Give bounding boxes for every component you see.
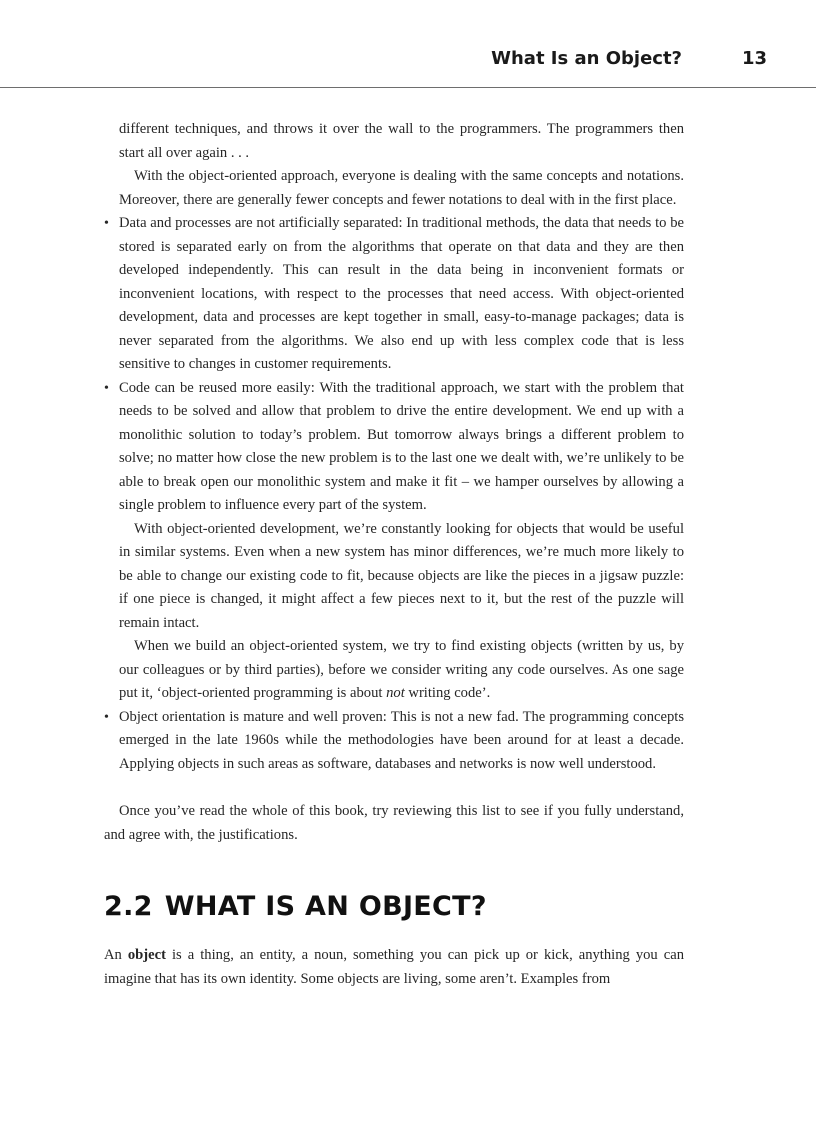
page-body <box>104 118 684 991</box>
paragraph-text: An <box>104 947 128 963</box>
closing-paragraph: Once you’ve read the whole of this book, try reviewing this list to see if you fully understand, and agree with, the justifications. <box>104 803 684 843</box>
bullet-icon: • <box>104 709 109 725</box>
body-paragraph: With the object-oriented approach, everyone is dealing with the same concepts and notations. Moreover, there are generally fewer concepts and fewer notations to deal with in the first place. <box>119 168 684 208</box>
list-item-paragraph <box>119 635 684 706</box>
page-number: 13 <box>741 48 767 69</box>
list-item <box>104 706 684 777</box>
list-item-text: Code can be reused more easily: With the traditional approach, we start with the problem that needs to be solved and allow that problem to drive the entire development. We end up with a monolithic solution to today’s problem. But tomorrow always brings a different problem to solve; no matter how close the new problem is to the last one we dealt with, we’re unlikely to be able to break open our monolithic system and make it fit – we hamper ourselves by allowing a single problem to influence every part of the system. <box>119 379 684 513</box>
section-heading <box>104 890 684 924</box>
bullet-icon: • <box>104 380 109 396</box>
list-item-paragraph: With object-oriented development, we’re constantly looking for objects that would be useful in similar systems. Even when a new system has minor differences, we’re much more likely to be able to change our existing code to fit, because objects are like the pieces in a jigsaw puzzle: if one piece is changed, it might affect a few pieces next to it, but the rest of the puzzle will remain intact. <box>119 520 684 631</box>
running-title: What Is an Object? <box>491 48 682 69</box>
paragraph-text: is a thing, an entity, a noun, something you can pick up or kick, anything you can imagine that has its own identity. Some objects are living, some aren’t. Examples from <box>104 947 684 987</box>
section-number: 2.2 <box>104 891 153 922</box>
continuation-paragraph: different techniques, and throws it over the wall to the programmers. The programmers then start all over again . . . <box>119 121 684 161</box>
section-intro-paragraph <box>104 944 684 991</box>
paragraph-text: When we build an object-oriented system, we try to find existing objects (written by us, by our colleagues or by third parties), before we consider writing any code ourselves. As one sage put it, ‘object-oriented programming is about <box>119 638 684 701</box>
list-item-text: Object orientation is mature and well proven: This is not a new fad. The programming concepts emerged in the late 1960s while the methodologies have been around for at least a decade. Applying objects in such areas as software, databases and networks is now well understood. <box>119 708 684 772</box>
list-item-text: Data and processes are not artificially separated: In traditional methods, the data that needs to be stored is separated early on from the algorithms that operate on that data and they are then developed independently. This can result in the data being in inconvenient formats or inconvenient locations, with respect to the processes that need access. With object-oriented development, data and processes are kept together in small, easy-to-manage packages; data is never separated from the algorithms. We also end up with less complex code that is less sensitive to changes in customer requirements. <box>119 215 684 372</box>
emphasis-text: not <box>386 685 405 701</box>
running-header <box>0 0 816 88</box>
list-item <box>104 212 684 377</box>
bullet-icon: • <box>104 216 109 231</box>
key-term: object <box>127 947 166 963</box>
section-title: WHAT IS AN OBJECT? <box>164 891 487 922</box>
paragraph-text: writing code’. <box>404 685 491 701</box>
list-item <box>104 377 684 706</box>
